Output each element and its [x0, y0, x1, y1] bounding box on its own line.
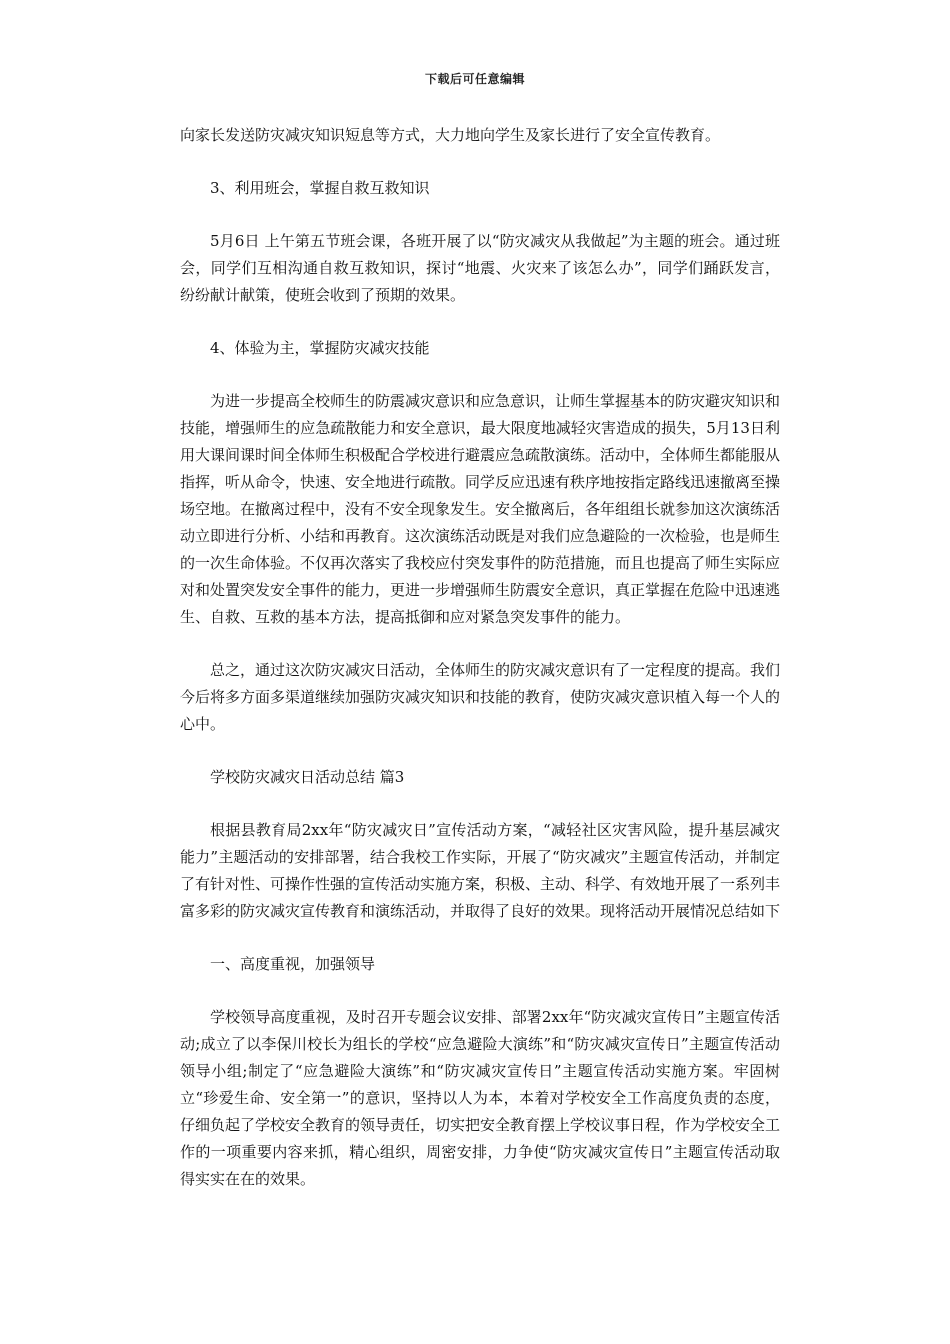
paragraph-drill: 为进一步提高全校师生的防震减灾意识和应急意识，让师生掌握基本的防灾避灾知识和技能，增强师生的应急疏散能力和安全意识，最大限度地减轻灾害造成的损失，5月13日利用大课间课时间全体师生积极配合学校进行避震应急疏散演练。活动中，全体师生都能服从指挥，听从命令，快速、安全地进行疏散。同学反应迅速有秩序地按指定路线迅速撤离至操场空地。在撤离过程中，没有不安全现象发生。安全撤离后，各年组组长就参加这次演练活动立即进行分析、小结和再教育。这次演练活动既是对我们应急避险的一次检验，也是师生的一次生命体验。不仅再次落实了我校应付突发事件的防范措施，而且也提高了师生实际应对和处置突发安全事件的能力，更进一步增强师生防震安全意识，真正掌握在危险中迅速逃生、自救、互救的基本方法，提高抵御和应对紧急突发事件的能力。	[180, 392, 781, 626]
section-heading-1: 一、高度重视，加强领导	[210, 955, 376, 973]
paragraph-continued: 向家长发送防灾减灾知识短息等方式，大力地向学生及家长进行了安全宣传教育。	[180, 126, 721, 144]
article-title-part3: 学校防灾减灾日活动总结 篇3	[210, 768, 405, 786]
paragraph-class-meeting: 5月6日 上午第五节班会课，各班开展了以“防灾减灾从我做起”为主题的班会。通过班会，同学们互相沟通自救互救知识，探讨“地震、火灾来了该怎么办”，同学们踊跃发言，纷纷献计献策，使班会收到了预期的效果。	[180, 232, 780, 304]
section-heading-3: 3、利用班会，掌握自救互救知识	[210, 179, 430, 197]
document-body	[180, 122, 780, 1193]
paragraph-leadership: 学校领导高度重视，及时召开专题会议安排、部署2xx年“防灾减灾宣传日”主题宣传活动;成立了以李保川校长为组长的学校“应急避险大演练”和“防灾减灾宣传日”主题宣传活动领导小组;制定了“应急避险大演练”和“防灾减灾宣传日”主题宣传活动实施方案。牢固树立“珍爱生命、安全第一”的意识，坚持以人为本，本着对学校安全工作高度负责的态度，仔细负起了学校安全教育的领导责任，切实把安全教育摆上学校议事日程，作为学校安全工作的一项重要内容来抓，精心组织，周密安排，力争使“防灾减灾宣传日”主题宣传活动取得实实在在的效果。	[180, 1008, 781, 1188]
section-heading-4: 4、体验为主，掌握防灾减灾技能	[210, 339, 430, 357]
paragraph-intro-part3: 根据县教育局2xx年“防灾减灾日”宣传活动方案，“减轻社区灾害风险，提升基层减灾能力”主题活动的安排部署，结合我校工作实际，开展了“防灾减灾”主题宣传活动，并制定了有针对性、可操作性强的宣传活动实施方案，积极、主动、科学、有效地开展了一系列丰富多彩的防灾减灾宣传教育和演练活动，并取得了良好的效果。现将活动开展情况总结如下	[180, 821, 781, 920]
page-header: 下载后可任意编辑	[424, 72, 525, 86]
paragraph-conclusion: 总之，通过这次防灾减灾日活动，全体师生的防灾减灾意识有了一定程度的提高。我们今后将多方面多渠道继续加强防灾减灾知识和技能的教育，使防灾减灾意识植入每一个人的心中。	[180, 661, 781, 733]
